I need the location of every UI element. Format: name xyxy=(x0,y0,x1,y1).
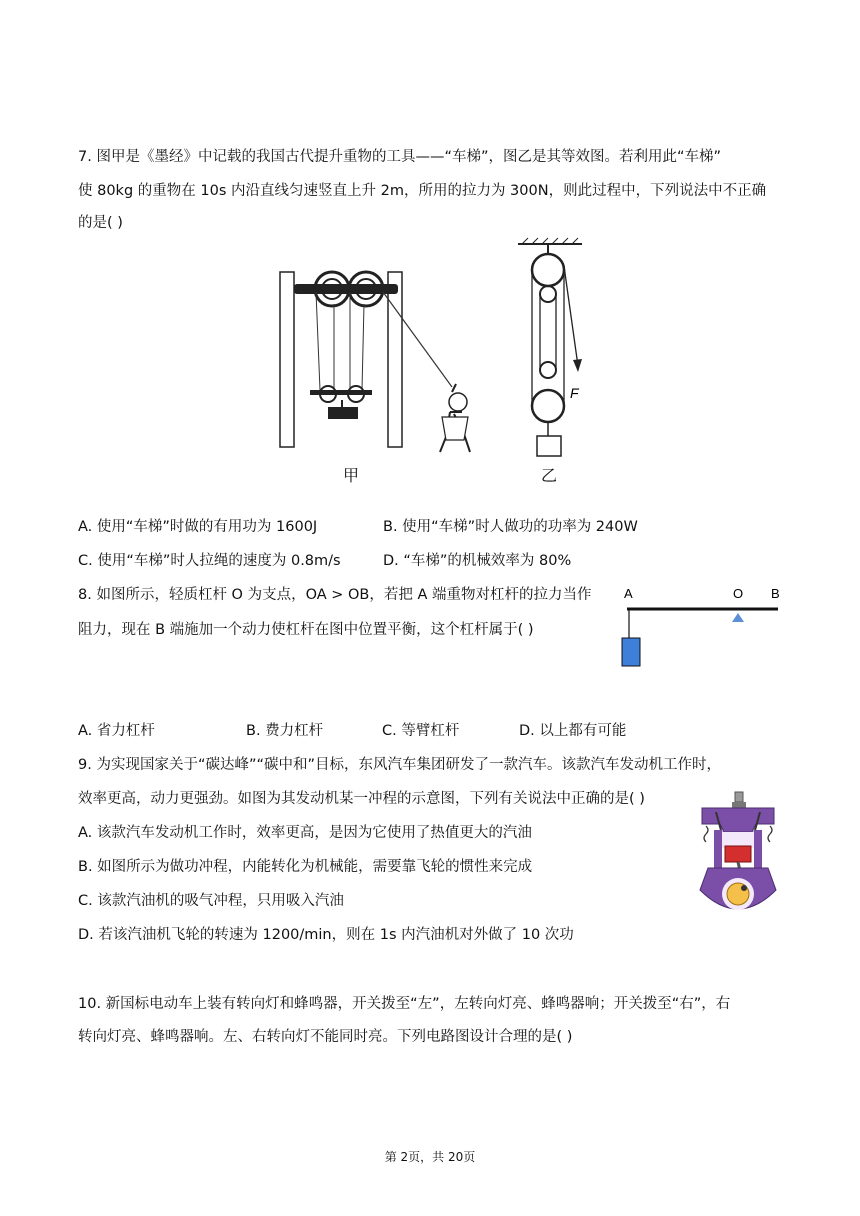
q9-option-b[interactable]: B. 如图所示为做功冲程，内能转化为机械能，需要靠飞轮的惯性来完成 xyxy=(78,859,533,875)
q8-option-d[interactable]: D. 以上都有可能 xyxy=(519,723,627,739)
figure-yi-pulley-system xyxy=(508,236,592,462)
q7-stem-line-2: 使 80kg 的重物在 10s 内沿直线匀速竖直上升 2m，所用的拉力为 300N，则此过程中，下列说法中不正确 xyxy=(78,183,767,199)
q9-option-a[interactable]: A. 该款汽车发动机工作时，效率更高，是因为它使用了热值更大的汽油 xyxy=(78,825,532,841)
lever-label-o: O xyxy=(733,586,744,601)
q7-option-d[interactable]: D. “车梯”的机械效率为 80% xyxy=(383,553,572,569)
figure-engine-stroke xyxy=(692,790,784,920)
q7-stem-line-3: 的是( ) xyxy=(78,215,123,231)
q9-option-d[interactable]: D. 若该汽油机飞轮的转速为 1200/min，则在 1s 内汽油机对外做了 10 次功 xyxy=(78,927,574,943)
q9-stem-line-2: 效率更高，动力更强劲。如图为其发动机某一冲程的示意图，下列有关说法中正确的是( ) xyxy=(78,791,645,807)
q7-option-c[interactable]: C. 使用“车梯”时人拉绳的速度为 0.8m/s xyxy=(78,553,341,569)
q7-stem-line-1: 7. 图甲是《墨经》中记载的我国古代提升重物的工具——“车梯”，图乙是其等效图。若利用此“车梯” xyxy=(78,149,721,165)
q7-option-b[interactable]: B. 使用“车梯”时人做功的功率为 240W xyxy=(383,519,638,535)
force-label-f: F xyxy=(570,385,579,401)
lever-label-a: A xyxy=(624,586,633,601)
q10-stem-line-2: 转向灯亮、蜂鸣器响。左、右转向灯不能同时亮。下列电路图设计合理的是( ) xyxy=(78,1029,573,1045)
q8-stem-line-2: 阻力，现在 B 端施加一个动力使杠杆在图中位置平衡，这个杠杆属于( ) xyxy=(78,622,534,638)
figure-yi-caption: 乙 xyxy=(541,466,558,485)
q9-option-c[interactable]: C. 该款汽油机的吸气冲程，只用吸入汽油 xyxy=(78,893,344,909)
q7-option-a[interactable]: A. 使用“车梯”时做的有用功为 1600J xyxy=(78,519,318,535)
lever-label-b: B xyxy=(771,586,780,601)
q8-stem-line-1: 8. 如图所示，轻质杠杆 O 为支点，OA > OB，若把 A 端重物对杠杆的拉力当作 xyxy=(78,587,592,603)
figure-lever xyxy=(615,582,790,672)
q8-option-a[interactable]: A. 省力杠杆 xyxy=(78,723,155,739)
page-footer: 第 2页，共 20页 xyxy=(384,1150,476,1164)
figure-jia-car-ladder xyxy=(272,262,512,462)
q10-stem-line-1: 10. 新国标电动车上装有转向灯和蜂鸣器，开关拨至“左”，左转向灯亮、蜂鸣器响；开关拨至“右”，右 xyxy=(78,996,731,1012)
q9-stem-line-1: 9. 为实现国家关于“碳达峰”“碳中和”目标，东风汽车集团研发了一款汽车。该款汽车发动机工作时， xyxy=(78,757,721,773)
figure-jia-caption: 甲 xyxy=(343,466,360,485)
q8-option-b[interactable]: B. 费力杠杆 xyxy=(246,723,324,739)
q8-option-c[interactable]: C. 等臂杠杆 xyxy=(382,723,460,739)
